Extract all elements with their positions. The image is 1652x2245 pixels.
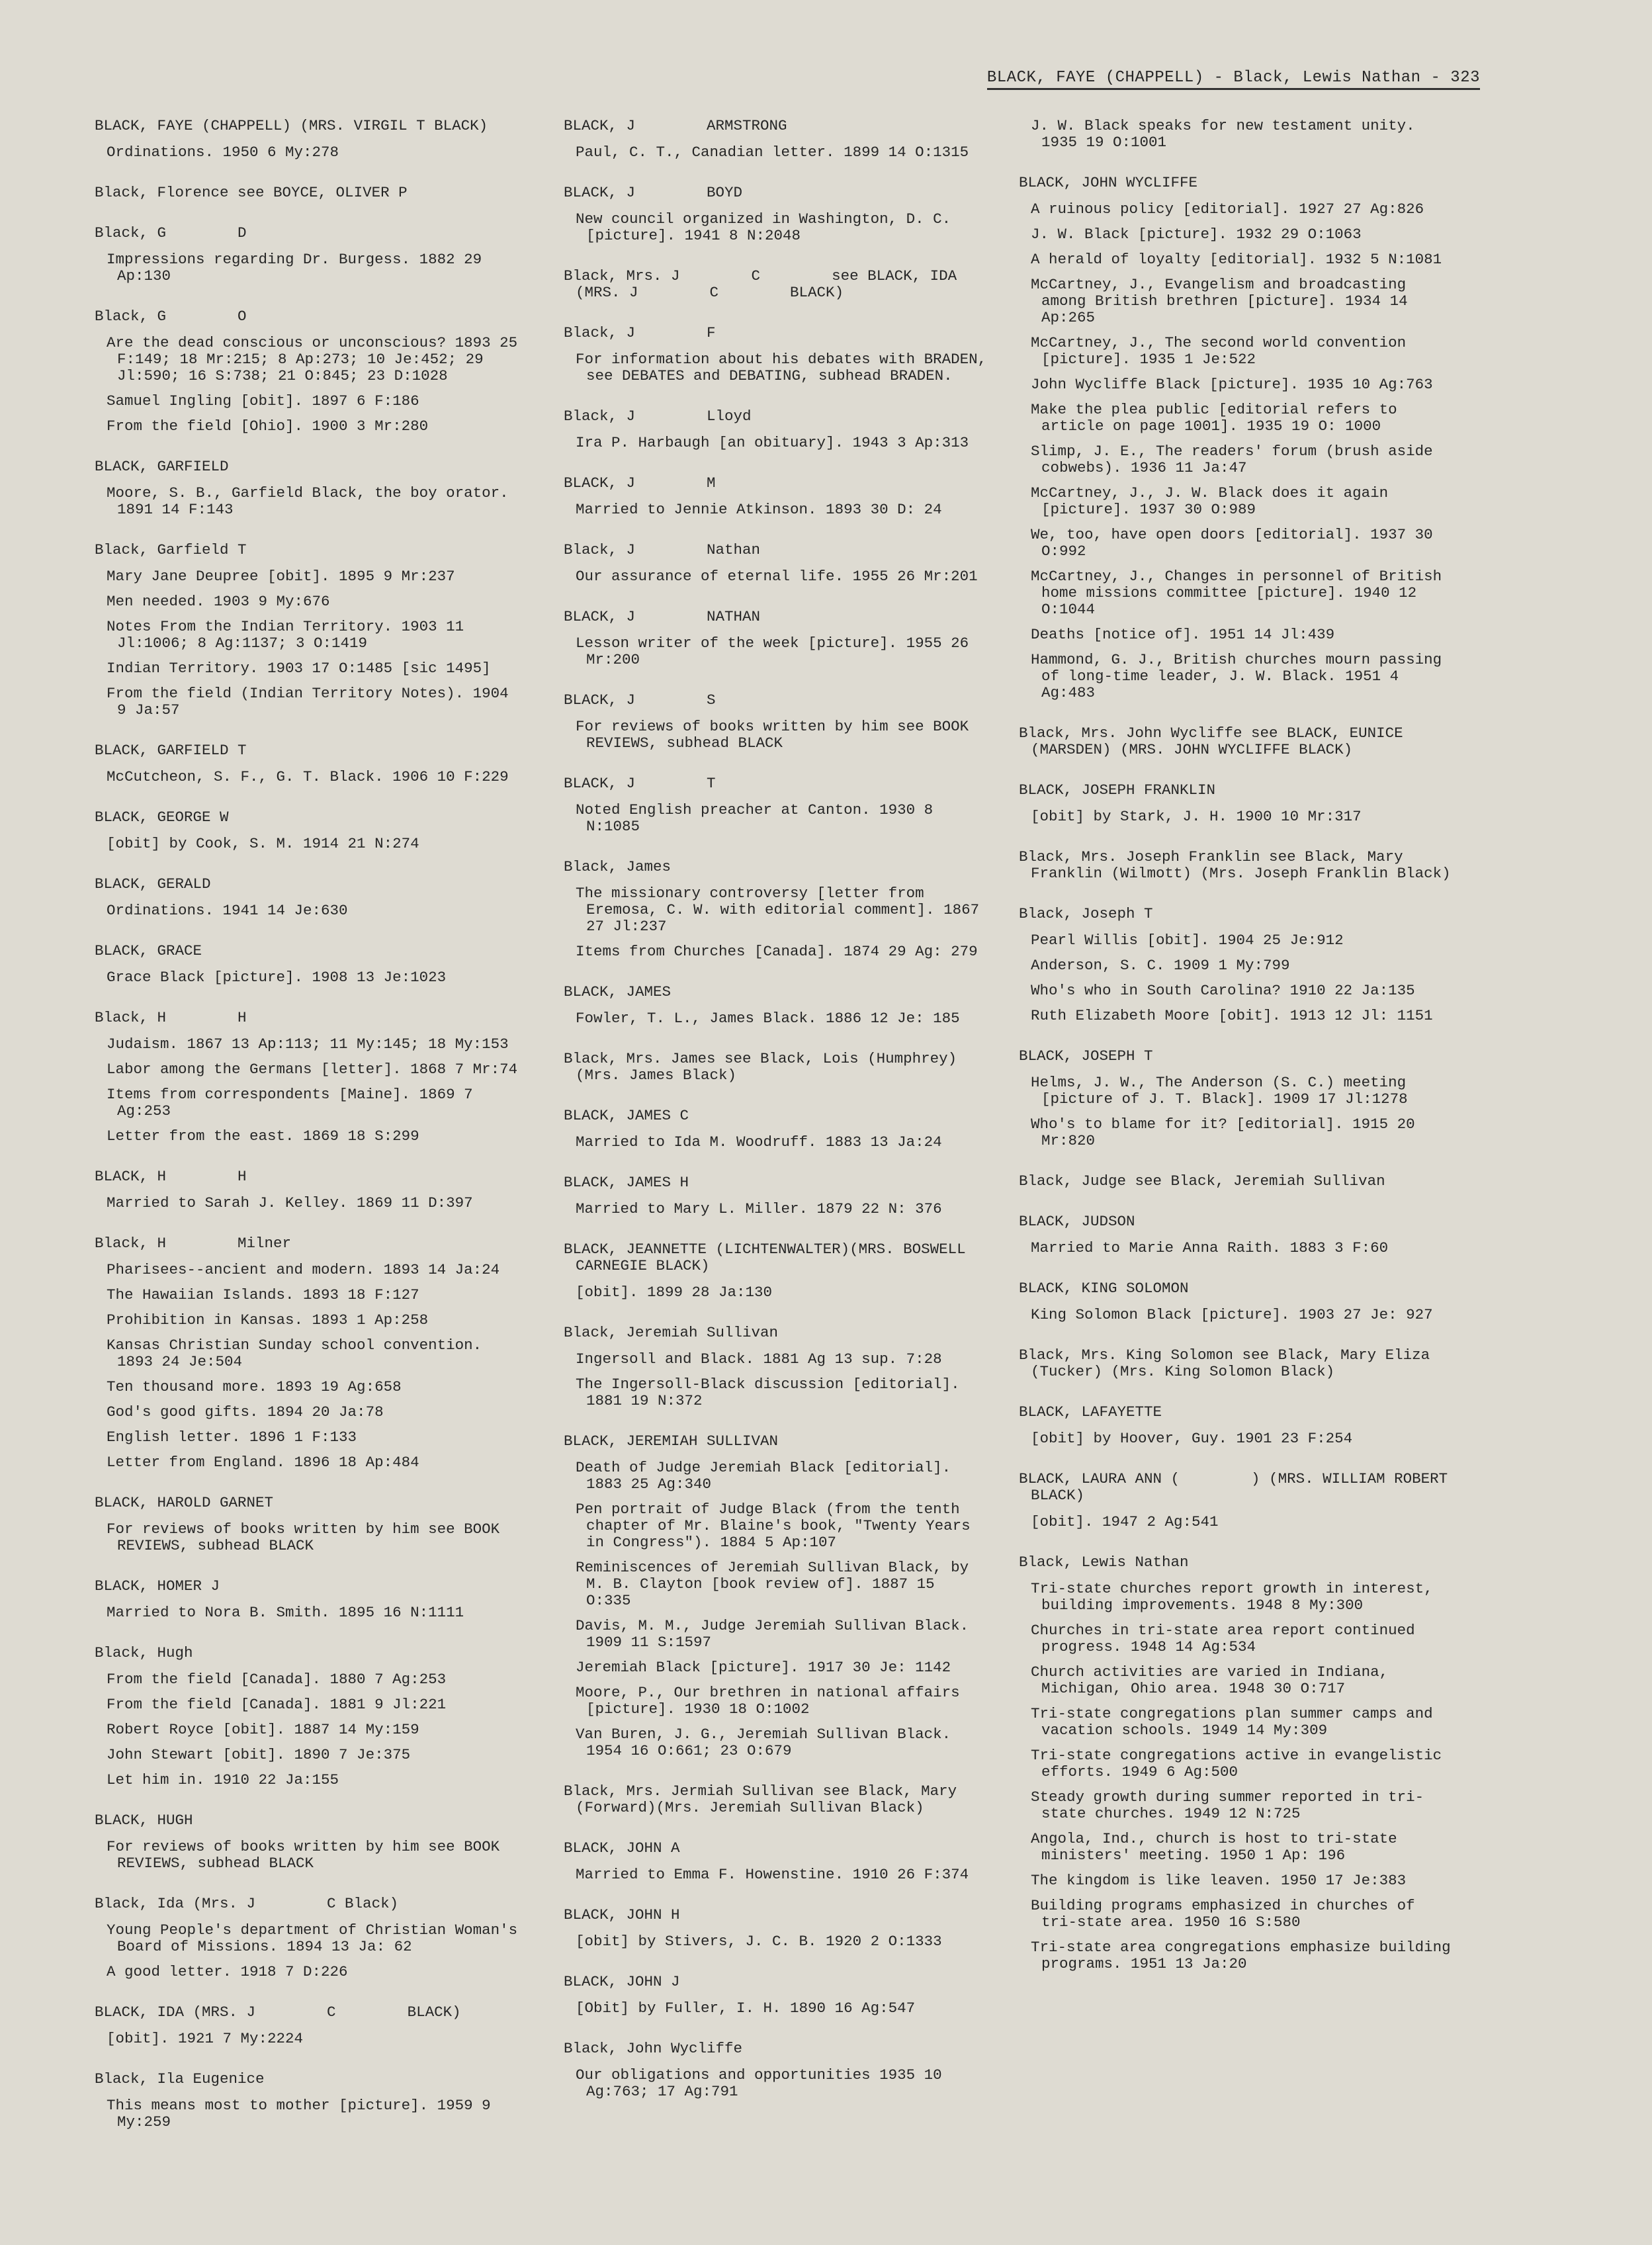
citation-line: Moore, S. B., Garfield Black, the boy orator. 1891 14 F:143 [107,484,518,518]
citation-line: Pharisees--ancient and modern. 1893 14 Ja:24 [107,1261,500,1278]
citation-line: Jeremiah Black [picture]. 1917 30 Je: 1142 [576,1659,951,1676]
index-entry [564,1241,987,1301]
citation-line: Notes From the Indian Territory. 1903 11 Jl:1006; 8 Ag:1137; 3 O:1419 [107,618,473,652]
index-entry [564,775,987,835]
citation-line: New council organized in Washington, D. C. [picture]. 1941 8 N:2048 [576,210,960,244]
citation-line: A good letter. 1918 7 D:226 [107,1963,348,1980]
index-column-1 [95,118,525,2154]
entry-heading: BLACK, GARFIELD T [95,742,247,759]
index-entry [95,459,525,518]
index-entry [95,1010,525,1145]
index-entry [95,118,525,161]
entry-heading: BLACK, JAMES H [564,1174,689,1191]
citation-line: [obit]. 1947 2 Ag:541 [1031,1513,1219,1530]
citation-line: This means most to mother [picture]. 1959 9 My:259 [107,2097,500,2131]
index-entry [564,1108,987,1151]
citation-line: McCartney, J., The second world convention [picture]. 1935 1 Je:522 [1031,334,1415,368]
citation-line: [obit] by Hoover, Guy. 1901 23 F:254 [1031,1430,1353,1447]
citation-line: Robert Royce [obit]. 1887 14 My:159 [107,1721,419,1738]
citation-line: J. W. Black speaks for new testament unity. 1935 19 O:1001 [1031,117,1424,151]
citation-line: The Hawaiian Islands. 1893 18 F:127 [107,1286,419,1303]
citation-line: Married to Jennie Atkinson. 1893 30 D: 24 [576,501,942,518]
index-entry [1019,1280,1456,1323]
index-entry [95,2071,525,2131]
entry-heading: BLACK, JOSEPH T [1019,1047,1153,1065]
index-entry [564,542,987,585]
citation-line: Mary Jane Deupree [obit]. 1895 9 Mr:237 [107,568,455,585]
entry-heading: BLACK, JUDSON [1019,1213,1135,1230]
citation-line: Let him in. 1910 22 Ja:155 [107,1771,339,1788]
entry-heading: BLACK, H H [95,1168,247,1185]
citation-line: Judaism. 1867 13 Ap:113; 11 My:145; 18 My:153 [107,1035,509,1053]
citation-line: Are the dead conscious or unconscious? 1893 25 F:149; 18 Mr:215; 8 Ap:273; 10 Je:452; 29 Jl:590; 16 S:738; 21 O:845; 23 D:1028 [107,334,527,384]
index-entry [1019,1347,1456,1380]
citation-line: Angola, Ind., church is host to tri-state ministers' meeting. 1950 1 Ap: 196 [1031,1830,1407,1864]
index-entry [95,1812,525,1872]
citation-line: From the field [Canada]. 1880 7 Ag:253 [107,1671,447,1688]
citation-line: Men needed. 1903 9 My:676 [107,593,330,610]
entry-heading: Black, Garfield T [95,541,247,558]
entry-heading: BLACK, KING SOLOMON [1019,1280,1189,1297]
index-entry [1019,782,1456,825]
citation-line: From the field [Canada]. 1881 9 Jl:221 [107,1696,447,1713]
citation-line: Items from correspondents [Maine]. 1869 7 Ag:253 [107,1086,482,1120]
citation-line: Young People's department of Christian Woman's Board of Missions. 1894 13 Ja: 62 [107,1921,527,1955]
citation-line: Ingersoll and Black. 1881 Ag 13 sup. 7:28 [576,1350,942,1368]
entry-heading: BLACK, GRACE [95,942,202,959]
index-entry [95,542,525,719]
index-entry [1019,1173,1456,1190]
citation-line: Van Buren, J. G., Jeremiah Sullivan Black. 1954 16 O:661; 23 O:679 [576,1726,960,1759]
citation-line: The missionary controversy [letter from Eremosa, C. W. with editorial comment]. 1867 27 Jl:237 [576,885,988,935]
citation-line: English letter. 1896 1 F:133 [107,1429,357,1446]
entry-heading: Black, Joseph T [1019,905,1153,922]
entry-heading: BLACK, J T [564,775,716,792]
index-entry [564,859,987,960]
citation-line: Helms, J. W., The Anderson (S. C.) meeting [picture of J. T. Black]. 1909 17 Jl:1278 [1031,1074,1415,1108]
citation-line: Who's who in South Carolina? 1910 22 Ja:135 [1031,982,1415,999]
citation-line: Reminiscences of Jeremiah Sullivan Black, by M. B. Clayton [book review of]. 1887 15 O:335 [576,1559,978,1609]
citation-line: Paul, C. T., Canadian letter. 1899 14 O:1315 [576,144,969,161]
entry-heading: BLACK, GERALD [95,875,211,893]
citation-line: The kingdom is like leaven. 1950 17 Je:383 [1031,1872,1407,1889]
citation-line: Lesson writer of the week [picture]. 1955 26 Mr:200 [576,635,978,668]
index-entry [564,1174,987,1217]
citation-line: Churches in tri-state area report continued progress. 1948 14 Ag:534 [1031,1622,1424,1655]
citation-line: [obit]. 1921 7 My:2224 [107,2030,304,2047]
entry-heading: BLACK, JOHN WYCLIFFE [1019,174,1198,191]
citation-line: John Stewart [obit]. 1890 7 Je:375 [107,1746,411,1763]
citation-line: Prohibition in Kansas. 1893 1 Ap:258 [107,1311,429,1329]
index-entry [1019,1048,1456,1149]
citation-line: Pearl Willis [obit]. 1904 25 Je:912 [1031,932,1344,949]
citation-line: King Solomon Black [picture]. 1903 27 Je: 927 [1031,1306,1433,1323]
entry-heading: BLACK, HUGH [95,1812,193,1829]
entry-heading: BLACK, JOHN J [564,1973,680,1990]
entry-heading: BLACK, JEANNETTE (LICHTENWALTER)(MRS. BOSWELL CARNEGIE BLACK) [564,1241,975,1274]
entry-heading: Black, Hugh [95,1644,193,1661]
index-entry [564,1840,987,1883]
index-entry [564,609,987,668]
citation-line: Ordinations. 1941 14 Je:630 [107,902,348,919]
entry-heading: BLACK, J ARMSTRONG [564,117,787,134]
index-entry [564,1783,987,1816]
citation-line: Hammond, G. J., British churches mourn passing of long-time leader, J. W. Black. 1951 4 Ag:483 [1031,651,1451,701]
entry-heading: BLACK, JAMES [564,983,672,1000]
citation-line: Grace Black [picture]. 1908 13 Je:1023 [107,969,447,986]
entry-heading: Black, J Lloyd [564,408,752,425]
entry-heading: Black, Mrs. J C see BLACK, IDA (MRS. J C BLACK) [564,267,966,301]
index-entry [564,118,987,161]
index-entry [564,692,987,752]
index-entry [1019,725,1456,758]
index-entry [564,324,996,384]
index-entry [95,809,525,852]
index-entry [95,1578,525,1621]
entry-heading: BLACK, JOHN A [564,1839,680,1857]
entry-heading: BLACK, J BOYD [564,184,743,201]
citation-line: J. W. Black [picture]. 1932 29 O:1063 [1031,226,1362,243]
entry-heading: BLACK, J NATHAN [564,608,761,625]
entry-heading: BLACK, JAMES C [564,1107,689,1124]
citation-line: Letter from the east. 1869 18 S:299 [107,1127,419,1145]
index-entry [1019,1554,1460,1972]
citation-line: Fowler, T. L., James Black. 1886 12 Je: 185 [576,1010,960,1027]
citation-line: Ruth Elizabeth Moore [obit]. 1913 12 Jl: 1151 [1031,1007,1433,1024]
citation-line: Labor among the Germans [letter]. 1868 7 Mr:74 [107,1061,518,1078]
index-column-2 [564,117,996,2124]
index-entry [95,1645,525,1788]
entry-heading: Black, Ila Eugenice [95,2070,265,2088]
citation-line: Ordinations. 1950 6 My:278 [107,144,339,161]
entry-heading: BLACK, J S [564,691,716,709]
index-entry [95,225,525,285]
entry-heading: Black, H H [95,1009,247,1026]
index-column-3 [1019,117,1460,1996]
citation-line: A herald of loyalty [editorial]. 1932 5 N:1081 [1031,251,1442,268]
citation-line: [obit] by Stivers, J. C. B. 1920 2 O:1333 [576,1933,942,1950]
entry-heading: Black, Mrs. John Wycliffe see BLACK, EUNICE (MARSDEN) (MRS. JOHN WYCLIFFE BLACK) [1019,725,1413,758]
citation-line: Davis, M. M., Judge Jeremiah Sullivan Black. 1909 11 S:1597 [576,1617,978,1651]
citation-line: Tri-state churches report growth in interest, building improvements. 1948 8 My:300 [1031,1580,1442,1614]
citation-line: Ten thousand more. 1893 19 Ag:658 [107,1378,402,1395]
index-entry [1019,175,1456,701]
entry-heading: BLACK, LAFAYETTE [1019,1403,1162,1421]
index-entry [1019,1471,1456,1530]
index-entry [95,943,525,986]
citation-line: Tri-state congregations plan summer camps and vacation schools. 1949 14 My:309 [1031,1705,1442,1739]
entry-heading: BLACK, JOHN H [564,1906,680,1923]
citation-line: Married to Nora B. Smith. 1895 16 N:1111 [107,1604,464,1621]
entry-heading: Black, G O [95,308,247,325]
citation-line: Samuel Ingling [obit]. 1897 6 F:186 [107,392,419,410]
citation-line: Slimp, J. E., The readers' forum (brush aside cobwebs). 1936 11 Ja:47 [1031,443,1442,476]
citation-line: Church activities are varied in Indiana, Michigan, Ohio area. 1948 30 O:717 [1031,1663,1397,1697]
index-entry [1019,118,1456,151]
entry-heading: Black, Mrs. James see Black, Lois (Humphrey) (Mrs. James Black) [564,1050,966,1084]
citation-line: McCartney, J., Evangelism and broadcasting among British brethren [picture]. 1934 14 Ap:265 [1031,276,1417,326]
index-entry [1019,1213,1456,1256]
citation-line: Building programs emphasized in churches of tri-state area. 1950 16 S:580 [1031,1897,1424,1931]
index-entry [95,876,525,919]
entry-heading: BLACK, IDA (MRS. J C BLACK) [95,2003,461,2021]
citation-line: Noted English preacher at Canton. 1930 8 N:1085 [576,801,942,835]
citation-line: Kansas Christian Sunday school convention. 1893 24 Je:504 [107,1337,491,1370]
index-entry [564,1433,987,1759]
index-entry [564,1974,987,2017]
index-entry [564,408,987,451]
citation-line: Deaths [notice of]. 1951 14 Jl:439 [1031,626,1335,643]
index-entry [95,1235,525,1471]
index-entry [564,1325,987,1409]
citation-line: [obit] by Cook, S. M. 1914 21 N:274 [107,835,419,852]
entry-heading: Black, John Wycliffe [564,2040,743,2057]
citation-line: Pen portrait of Judge Black (from the tenth chapter of Mr. Blaine's book, "Twenty Years in Congress"). 1884 5 Ap:107 [576,1501,980,1551]
citation-line: God's good gifts. 1894 20 Ja:78 [107,1403,384,1421]
index-entry [95,742,525,785]
index-entry [95,1168,525,1211]
citation-line: Impressions regarding Dr. Burgess. 1882 29 Ap:130 [107,251,491,285]
citation-line: For reviews of books written by him see BOOK REVIEWS, subhead BLACK [576,718,978,752]
index-entry [95,2004,525,2047]
citation-line: Anderson, S. C. 1909 1 My:799 [1031,957,1290,974]
citation-line: McCartney, J., J. W. Black does it again [picture]. 1937 30 O:989 [1031,484,1397,518]
citation-line: Ira P. Harbaugh [an obituary]. 1943 3 Ap:313 [576,434,969,451]
index-entry [564,268,987,301]
citation-line: Our obligations and opportunities 1935 10 Ag:763; 17 Ag:791 [576,2066,951,2100]
citation-line: Married to Mary L. Miller. 1879 22 N: 376 [576,1200,942,1217]
citation-line: Indian Territory. 1903 17 O:1485 [sic 1495] [107,660,491,677]
entry-heading: BLACK, LAURA ANN ( ) (MRS. WILLIAM ROBERT BLACK) [1019,1470,1457,1504]
index-entry [95,185,525,201]
citation-line: Steady growth during summer reported in tri-state churches. 1949 12 N:725 [1031,1788,1424,1822]
citation-line: For reviews of books written by him see BOOK REVIEWS, subhead BLACK [107,1520,509,1554]
index-entry [1019,1404,1456,1447]
entry-heading: BLACK, J M [564,474,716,492]
entry-heading: Black, J F [564,324,716,341]
citation-line: [obit] by Stark, J. H. 1900 10 Mr:317 [1031,808,1362,825]
entry-heading: Black, H Milner [95,1235,292,1252]
citation-line: Our assurance of eternal life. 1955 26 Mr:201 [576,568,978,585]
running-head: BLACK, FAYE (CHAPPELL) - Black, Lewis Nathan - 323 [987,69,1480,90]
entry-heading: BLACK, HOMER J [95,1577,220,1595]
entry-heading: BLACK, JOSEPH FRANKLIN [1019,781,1216,799]
index-entry [564,2041,987,2100]
citation-line: Married to Marie Anna Raith. 1883 3 F:60 [1031,1239,1389,1256]
index-entry [564,475,987,518]
citation-line: Married to Ida M. Woodruff. 1883 13 Ja:24 [576,1133,942,1151]
citation-line: The Ingersoll-Black discussion [editorial]. 1881 19 N:372 [576,1376,969,1409]
entry-heading: Black, J Nathan [564,541,761,558]
citation-line: Tri-state area congregations emphasize building programs. 1951 13 Ja:20 [1031,1939,1460,1972]
entry-heading: BLACK, GARFIELD [95,458,229,475]
entry-heading: Black, James [564,858,672,875]
citation-line: A ruinous policy [editorial]. 1927 27 Ag:826 [1031,200,1424,218]
index-entry [1019,849,1456,882]
citation-line: McCutcheon, S. F., G. T. Black. 1906 10 F:229 [107,768,509,785]
citation-line: McCartney, J., Changes in personnel of British home missions committee [picture]. 1940 12 O:1044 [1031,568,1451,618]
citation-line: Death of Judge Jeremiah Black [editorial]. 1883 25 Ag:340 [576,1459,960,1493]
index-entry [95,1495,525,1554]
citation-line: Who's to blame for it? [editorial]. 1915 20 Mr:820 [1031,1116,1424,1149]
citation-line: Moore, P., Our brethren in national affairs [picture]. 1930 18 O:1002 [576,1684,969,1718]
citation-line: From the field [Ohio]. 1900 3 Mr:280 [107,418,429,435]
citation-line: Married to Sarah J. Kelley. 1869 11 D:397 [107,1194,473,1211]
entry-heading: Black, Judge see Black, Jeremiah Sullivan [1019,1172,1385,1190]
entry-heading: BLACK, HAROLD GARNET [95,1494,274,1511]
citation-line: From the field (Indian Territory Notes). 1904 9 Ja:57 [107,685,518,719]
citation-line: Tri-state congregations active in evangelistic efforts. 1949 6 Ag:500 [1031,1747,1451,1781]
index-entry [1019,906,1456,1024]
citation-line: [Obit] by Fuller, I. H. 1890 16 Ag:547 [576,2000,916,2017]
citation-line: Married to Emma F. Howenstine. 1910 26 F:374 [576,1866,969,1883]
entry-heading: Black, Mrs. Jermiah Sullivan see Black, Mary (Forward)(Mrs. Jeremiah Sullivan Black) [564,1783,966,1816]
citation-line: Letter from England. 1896 18 Ap:484 [107,1454,419,1471]
entry-heading: Black, Jeremiah Sullivan [564,1324,779,1341]
index-entry [564,1051,987,1084]
citation-line: [obit]. 1899 28 Ja:130 [576,1284,773,1301]
citation-line: Items from Churches [Canada]. 1874 29 Ag: 279 [576,943,978,960]
index-entry [564,185,987,244]
entry-heading: Black, G D [95,224,247,242]
entry-heading: Black, Lewis Nathan [1019,1554,1189,1571]
index-entry [95,1896,525,1980]
index-entry [95,308,525,435]
citation-line: We, too, have open doors [editorial]. 1937 30 O:992 [1031,526,1442,560]
index-entry [564,1907,987,1950]
entry-heading: BLACK, GEORGE W [95,809,229,826]
entry-heading: BLACK, FAYE (CHAPPELL) (MRS. VIRGIL T BLACK) [95,117,488,134]
entry-heading: Black, Florence see BOYCE, OLIVER P [95,184,408,201]
citation-line: John Wycliffe Black [picture]. 1935 10 Ag:763 [1031,376,1433,393]
citation-line: For information about his debates with BRADEN, see DEBATES and DEBATING, subhead BRADEN. [576,351,996,384]
entry-heading: Black, Mrs. King Solomon see Black, Mary Eliza (Tucker) (Mrs. King Solomon Black) [1019,1346,1439,1380]
entry-heading: Black, Mrs. Joseph Franklin see Black, Mary Franklin (Wilmott) (Mrs. Joseph Franklin Black) [1019,848,1451,882]
index-entry [564,984,987,1027]
entry-heading: BLACK, JEREMIAH SULLIVAN [564,1432,779,1450]
citation-line: For reviews of books written by him see BOOK REVIEWS, subhead BLACK [107,1838,509,1872]
citation-line: Make the plea public [editorial refers to article on page 1001]. 1935 19 O: 1000 [1031,401,1407,435]
entry-heading: Black, Ida (Mrs. J C Black) [95,1895,399,1912]
